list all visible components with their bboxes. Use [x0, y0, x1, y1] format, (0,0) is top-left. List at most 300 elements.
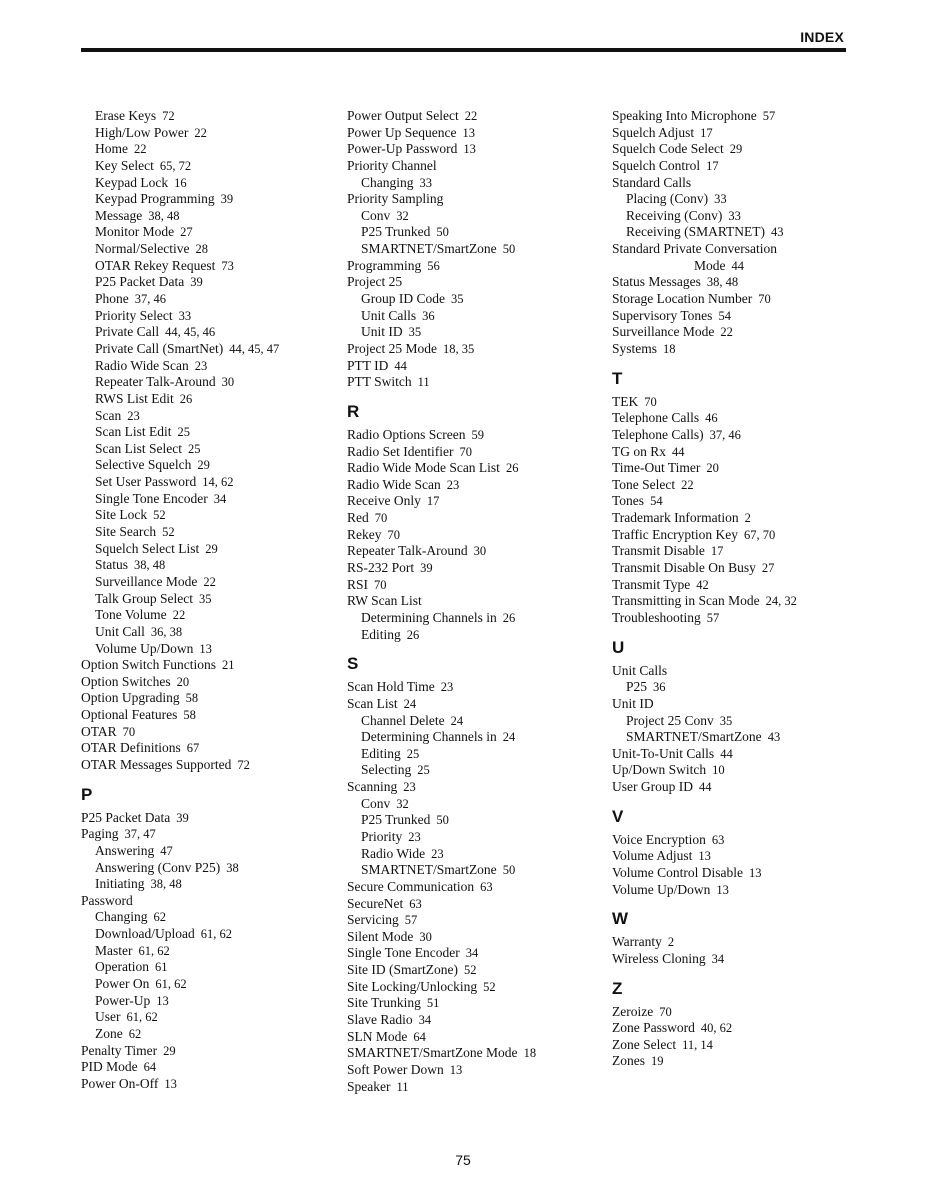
page-header-title: INDEX: [800, 29, 844, 45]
index-term: Scan: [95, 407, 122, 423]
index-page-refs: 56: [427, 258, 440, 273]
index-term: Status Messages: [612, 274, 701, 290]
index-term: Power Output Select: [347, 108, 459, 123]
index-term: Home: [95, 141, 128, 157]
index-page-refs: 52: [162, 525, 175, 540]
index-subentry: [81, 141, 331, 158]
index-entry: [612, 394, 852, 411]
index-term: Site Search: [95, 524, 157, 540]
index-entry: [612, 696, 852, 713]
index-subentry: [347, 796, 597, 813]
index-term: Telephone Calls): [612, 426, 704, 442]
section-letter: U: [612, 637, 625, 657]
index-page-refs: 38: [226, 860, 239, 875]
index-page-refs: 70: [374, 511, 388, 526]
index-page-refs: 39: [220, 192, 234, 207]
index-term: Zone: [95, 1025, 123, 1041]
index-page-refs: 18: [663, 341, 676, 356]
index-term: Zone Password: [612, 1020, 695, 1036]
index-subentry: [347, 308, 597, 325]
index-subentry: [81, 557, 331, 574]
index-subentry: [612, 191, 852, 208]
index-entry: [612, 560, 852, 577]
index-page-refs: 70: [644, 394, 657, 409]
index-subentry: [81, 424, 331, 441]
index-term: Power On: [95, 976, 150, 992]
index-term: Option Switch Functions: [81, 657, 217, 673]
index-page-refs: 11: [396, 1079, 409, 1094]
index-term: P25 Packet Data: [81, 809, 171, 825]
index-subentry: [81, 959, 331, 976]
index-term: Phone: [95, 291, 129, 307]
index-page-refs: 44: [731, 258, 744, 273]
index-subentry: [347, 862, 597, 879]
index-entry: [81, 707, 331, 724]
index-entry: [347, 510, 597, 527]
index-page-refs: 44: [394, 358, 407, 373]
index-term: Transmit Disable On Busy: [612, 560, 756, 576]
index-entry: [612, 493, 852, 510]
index-page-refs: 34: [465, 946, 479, 961]
index-term: Scan List: [347, 695, 398, 711]
index-entry: [81, 810, 331, 827]
index-page-refs: 20: [176, 674, 190, 689]
index-page-refs: 73: [221, 258, 234, 273]
index-page-refs: 24: [450, 713, 464, 728]
index-term: Standard Calls: [612, 174, 692, 190]
section-letter: V: [612, 806, 624, 826]
index-page-refs: 40, 62: [700, 1021, 733, 1036]
index-term: Volume Up/Down: [95, 640, 194, 656]
index-page-refs: 24: [403, 696, 417, 711]
index-term: RW Scan List: [347, 593, 422, 609]
index-term: Power Up Sequence: [347, 124, 457, 140]
index-term: Radio Set Identifier: [347, 443, 454, 459]
index-entry: [612, 477, 852, 494]
index-subentry: [81, 843, 331, 860]
index-subentry: [347, 713, 597, 730]
index-entry: [612, 746, 852, 763]
index-page-refs: 50: [436, 813, 449, 828]
index-entry: [347, 527, 597, 544]
index-entry: [347, 879, 597, 896]
index-term: Servicing: [347, 912, 399, 928]
index-entry: [612, 779, 852, 796]
index-term: Standard Private Conversation: [612, 241, 777, 257]
index-term: RWS List Edit: [95, 390, 174, 406]
index-term: Squelch Code Select: [612, 141, 724, 157]
index-page-refs: 70: [122, 724, 136, 739]
index-page-refs: 35: [719, 713, 733, 728]
index-page-refs: 61, 62: [155, 977, 187, 992]
index-entry: [612, 832, 852, 849]
index-term: Repeater Talk-Around: [95, 374, 216, 390]
index-entry: [612, 1004, 852, 1021]
index-page-refs: 61: [154, 960, 168, 975]
index-entry: [612, 158, 852, 175]
index-column-2: [347, 108, 597, 1095]
index-page-refs: 33: [714, 192, 727, 207]
index-subentry: [612, 258, 852, 275]
page-number: 75: [455, 1152, 471, 1168]
index-page-refs: 38, 48: [134, 558, 166, 573]
index-term: TG on Rx: [612, 443, 666, 459]
index-term: Speaking Into Microphone: [612, 108, 757, 123]
index-page-refs: 16: [174, 175, 187, 190]
index-term: Site Trunking: [347, 995, 421, 1011]
index-page-refs: 64: [143, 1060, 157, 1075]
index-term: P25: [626, 679, 648, 695]
index-entry: [612, 762, 852, 779]
index-entry: [81, 893, 331, 910]
section-letter: Z: [612, 978, 623, 998]
index-page-refs: 63: [409, 896, 422, 911]
index-subentry: [81, 108, 331, 125]
index-entry: [347, 679, 597, 696]
index-subentry: [81, 258, 331, 275]
index-subentry: [347, 746, 597, 763]
index-page-refs: 17: [700, 125, 713, 140]
index-term: Initiating: [95, 876, 145, 892]
index-entry: [612, 125, 852, 142]
index-term: Site Locking/Unlocking: [347, 978, 478, 994]
index-page-refs: 13: [199, 641, 212, 656]
index-entry: [612, 543, 852, 560]
index-page-refs: 13: [449, 1062, 463, 1077]
index-term: Transmit Disable: [612, 543, 705, 559]
index-page-refs: 25: [406, 746, 420, 761]
index-page-refs: 47: [160, 843, 173, 858]
index-entry: [347, 341, 597, 358]
index-page-refs: 39: [176, 810, 189, 825]
index-page-refs: 42: [696, 577, 709, 592]
index-page-refs: 29: [163, 1043, 176, 1058]
index-entry: [612, 577, 852, 594]
index-term: Single Tone Encoder: [95, 490, 208, 506]
index-term: Selecting: [361, 762, 412, 778]
index-entry: [81, 724, 331, 741]
index-term: Penalty Timer: [81, 1042, 158, 1058]
index-page-refs: 70: [659, 1004, 672, 1019]
index-term: Private Call: [95, 324, 160, 340]
index-entry: [347, 258, 597, 275]
index-subentry: [81, 860, 331, 877]
index-page-refs: 46: [705, 411, 718, 426]
index-term: Radio Options Screen: [347, 426, 466, 442]
index-entry: [347, 945, 597, 962]
index-entry: [347, 995, 597, 1012]
index-page-refs: 52: [153, 508, 166, 523]
index-page-refs: 29: [729, 142, 743, 157]
index-entry: [347, 493, 597, 510]
index-page-refs: 52: [463, 963, 477, 978]
index-page-refs: 11, 14: [682, 1037, 713, 1052]
index-term: Receiving (Conv): [626, 207, 723, 223]
index-term: Tones: [612, 493, 645, 509]
index-entry: [347, 125, 597, 142]
index-entry: [81, 1076, 331, 1093]
index-page-refs: 61, 62: [200, 927, 232, 942]
index-entry: [347, 979, 597, 996]
index-term: Unit ID: [612, 695, 654, 711]
index-page-refs: 20: [706, 461, 719, 476]
index-subentry: [81, 591, 331, 608]
index-term: Monitor Mode: [95, 224, 175, 240]
index-term: Set User Password: [95, 474, 197, 490]
index-subentry: [81, 541, 331, 558]
index-page-refs: 26: [406, 627, 420, 642]
index-page-refs: 62: [128, 1026, 142, 1041]
header-rule: [81, 48, 846, 52]
index-entry: [81, 826, 331, 843]
index-term: SMARTNET/SmartZone: [626, 729, 762, 745]
index-page-refs: 35: [408, 325, 422, 340]
index-subentry: [81, 208, 331, 225]
index-entry: [347, 477, 597, 494]
index-page-refs: 27: [180, 225, 193, 240]
section-letter: T: [612, 368, 623, 388]
index-subentry: [347, 224, 597, 241]
index-term: User Group ID: [612, 779, 693, 795]
index-page-refs: 63: [711, 832, 725, 847]
index-entry: [347, 1012, 597, 1029]
index-page-refs: 50: [502, 863, 516, 878]
index-entry: [347, 1045, 597, 1062]
index-term: Power-Up: [95, 992, 151, 1008]
index-term: SMARTNET/SmartZone Mode: [347, 1045, 518, 1061]
index-term: Troubleshooting: [612, 609, 701, 625]
index-column-1: [81, 108, 331, 1093]
index-entry: [612, 1037, 852, 1054]
index-subentry: [81, 1026, 331, 1043]
index-page-refs: 61, 62: [126, 1010, 158, 1025]
index-subentry: [81, 274, 331, 291]
index-term: Secure Communication: [347, 878, 475, 894]
index-page-refs: 23: [431, 846, 444, 861]
index-page-refs: 36: [422, 308, 435, 323]
index-term: Slave Radio: [347, 1012, 413, 1028]
index-term: Receiving (SMARTNET): [626, 224, 766, 240]
index-entry: [347, 696, 597, 713]
index-page-refs: 10: [712, 763, 725, 778]
index-entry: [612, 1053, 852, 1070]
index-subentry: [81, 324, 331, 341]
index-entry: [612, 527, 852, 544]
index-page-refs: 17: [426, 494, 440, 509]
index-page-refs: 13: [463, 142, 476, 157]
index-page-refs: 54: [718, 308, 731, 323]
index-term: OTAR Messages Supported: [81, 756, 232, 772]
index-entry: [347, 560, 597, 577]
index-entry: [81, 1043, 331, 1060]
index-subentry: [81, 624, 331, 641]
index-term: OTAR Definitions: [81, 740, 181, 756]
index-page-refs: 54: [650, 494, 663, 509]
index-term: Scan Hold Time: [347, 679, 435, 695]
index-subentry: [81, 125, 331, 142]
index-page-refs: 38, 48: [150, 877, 182, 892]
index-page-refs: 57: [706, 610, 720, 625]
index-term: Volume Up/Down: [612, 881, 711, 897]
index-subentry: [347, 846, 597, 863]
section-letter: P: [81, 784, 93, 804]
index-page-refs: 27: [761, 561, 775, 576]
index-page-refs: 58: [183, 708, 196, 723]
index-subentry: [81, 507, 331, 524]
index-page-refs: 52: [483, 979, 496, 994]
index-subentry: [612, 224, 852, 241]
index-entry: [347, 191, 597, 208]
index-term: Password: [81, 892, 133, 908]
index-term: TEK: [612, 393, 639, 409]
index-term: Silent Mode: [347, 928, 414, 944]
index-term: Single Tone Encoder: [347, 945, 460, 961]
index-term: Volume Adjust: [612, 848, 693, 864]
index-page-refs: 70: [374, 577, 387, 592]
index-page-refs: 14, 62: [202, 475, 234, 490]
index-page-refs: 36, 38: [150, 624, 183, 639]
index-term: Warranty: [612, 934, 662, 950]
index-term: Transmit Type: [612, 576, 691, 592]
index-page-refs: 63: [480, 879, 493, 894]
index-page-refs: 57: [762, 109, 776, 123]
index-term: Telephone Calls: [612, 410, 700, 426]
index-term: PID Mode: [81, 1059, 138, 1075]
index-term: Paging: [81, 826, 119, 842]
index-page-refs: 67: [186, 741, 200, 756]
index-term: Channel Delete: [361, 712, 445, 728]
index-page-refs: 57: [404, 913, 418, 928]
index-page-refs: 22: [134, 142, 147, 157]
index-entry: [612, 410, 852, 427]
index-page-refs: 13: [164, 1076, 177, 1091]
index-subentry: [81, 993, 331, 1010]
index-term: Volume Control Disable: [612, 864, 743, 880]
index-entry: [612, 291, 852, 308]
index-page-refs: 33: [419, 175, 432, 190]
index-entry: [612, 274, 852, 291]
index-subentry: [81, 943, 331, 960]
index-term: Editing: [361, 745, 401, 761]
index-page-refs: 29: [197, 458, 210, 473]
index-term: Site ID (SmartZone): [347, 962, 458, 978]
index-term: SMARTNET/SmartZone: [361, 241, 497, 257]
index-page-refs: 43: [771, 225, 784, 240]
index-term: Systems: [612, 340, 658, 356]
index-term: SLN Mode: [347, 1028, 408, 1044]
index-term: Scanning: [347, 779, 398, 795]
index-subentry: [81, 408, 331, 425]
index-subentry: [347, 829, 597, 846]
index-page-refs: 72: [162, 109, 175, 123]
index-entry: [347, 427, 597, 444]
index-subentry: [347, 291, 597, 308]
index-page-refs: 34: [711, 951, 725, 966]
index-term: Unit ID: [361, 324, 403, 340]
index-page-refs: 70: [459, 444, 472, 459]
index-page-refs: 21: [222, 658, 235, 673]
index-term: Priority Channel: [347, 157, 437, 173]
index-subentry: [81, 224, 331, 241]
index-page-refs: 17: [710, 544, 724, 559]
index-page-refs: 38, 48: [706, 275, 739, 290]
index-entry: [612, 427, 852, 444]
index-page-refs: 39: [190, 275, 203, 290]
index-entry: [612, 1020, 852, 1037]
index-subentry: [81, 358, 331, 375]
index-page-refs: 26: [502, 610, 516, 625]
index-term: Storage Location Number: [612, 291, 753, 307]
index-page-refs: 22: [194, 125, 207, 140]
index-entry: [81, 1059, 331, 1076]
index-page-refs: 44: [672, 444, 685, 459]
index-subentry: [81, 374, 331, 391]
index-term: PTT Switch: [347, 374, 412, 390]
index-term: Repeater Talk-Around: [347, 543, 468, 559]
index-term: Message: [95, 207, 143, 223]
index-entry: [347, 896, 597, 913]
index-term: Up/Down Switch: [612, 762, 707, 778]
index-page-refs: 65, 72: [159, 158, 192, 173]
index-page-refs: 51: [426, 996, 440, 1011]
index-term: P25 Trunked: [361, 812, 431, 828]
index-term: OTAR Rekey Request: [95, 257, 216, 273]
index-entry: [347, 962, 597, 979]
index-entry: [612, 324, 852, 341]
index-term: Conv: [361, 795, 391, 811]
index-page-refs: 30: [473, 544, 487, 559]
index-page-refs: 24: [502, 730, 516, 745]
index-entry: [612, 610, 852, 627]
index-subentry: [81, 491, 331, 508]
index-term: Time-Out Timer: [612, 460, 701, 476]
index-subentry: [81, 926, 331, 943]
index-entry: [81, 757, 331, 774]
index-subentry: [81, 441, 331, 458]
index-page-refs: 37, 46: [134, 292, 166, 307]
index-page-refs: 29: [205, 541, 218, 556]
index-page-refs: 64: [413, 1029, 426, 1044]
index-term: Changing: [95, 909, 148, 925]
index-page-refs: 30: [419, 929, 432, 944]
index-page-refs: 34: [418, 1013, 432, 1028]
index-page-refs: 36: [653, 680, 666, 695]
index-subentry: [347, 175, 597, 192]
index-entry: [612, 848, 852, 865]
index-term: Radio Wide Scan: [95, 357, 189, 373]
index-page-refs: 18: [523, 1046, 537, 1061]
index-page-refs: 17: [706, 158, 719, 173]
index-subentry: [81, 308, 331, 325]
index-page-refs: 25: [187, 441, 201, 456]
index-page-refs: 2: [667, 935, 675, 950]
index-subentry: [347, 208, 597, 225]
index-entry: [347, 460, 597, 477]
index-term: Supervisory Tones: [612, 307, 713, 323]
index-subentry: [81, 391, 331, 408]
index-entry: [347, 929, 597, 946]
index-term: Option Upgrading: [81, 690, 180, 706]
index-page-refs: 50: [502, 242, 516, 257]
index-entry: [347, 1029, 597, 1046]
index-entry: [612, 951, 852, 968]
index-entry: [612, 241, 852, 258]
index-page-refs: 23: [408, 829, 421, 844]
index-page-refs: 2: [744, 511, 751, 526]
index-page-refs: 22: [681, 477, 694, 492]
index-term: Radio Wide Mode Scan List: [347, 460, 500, 476]
index-page-refs: 61, 62: [138, 943, 170, 958]
